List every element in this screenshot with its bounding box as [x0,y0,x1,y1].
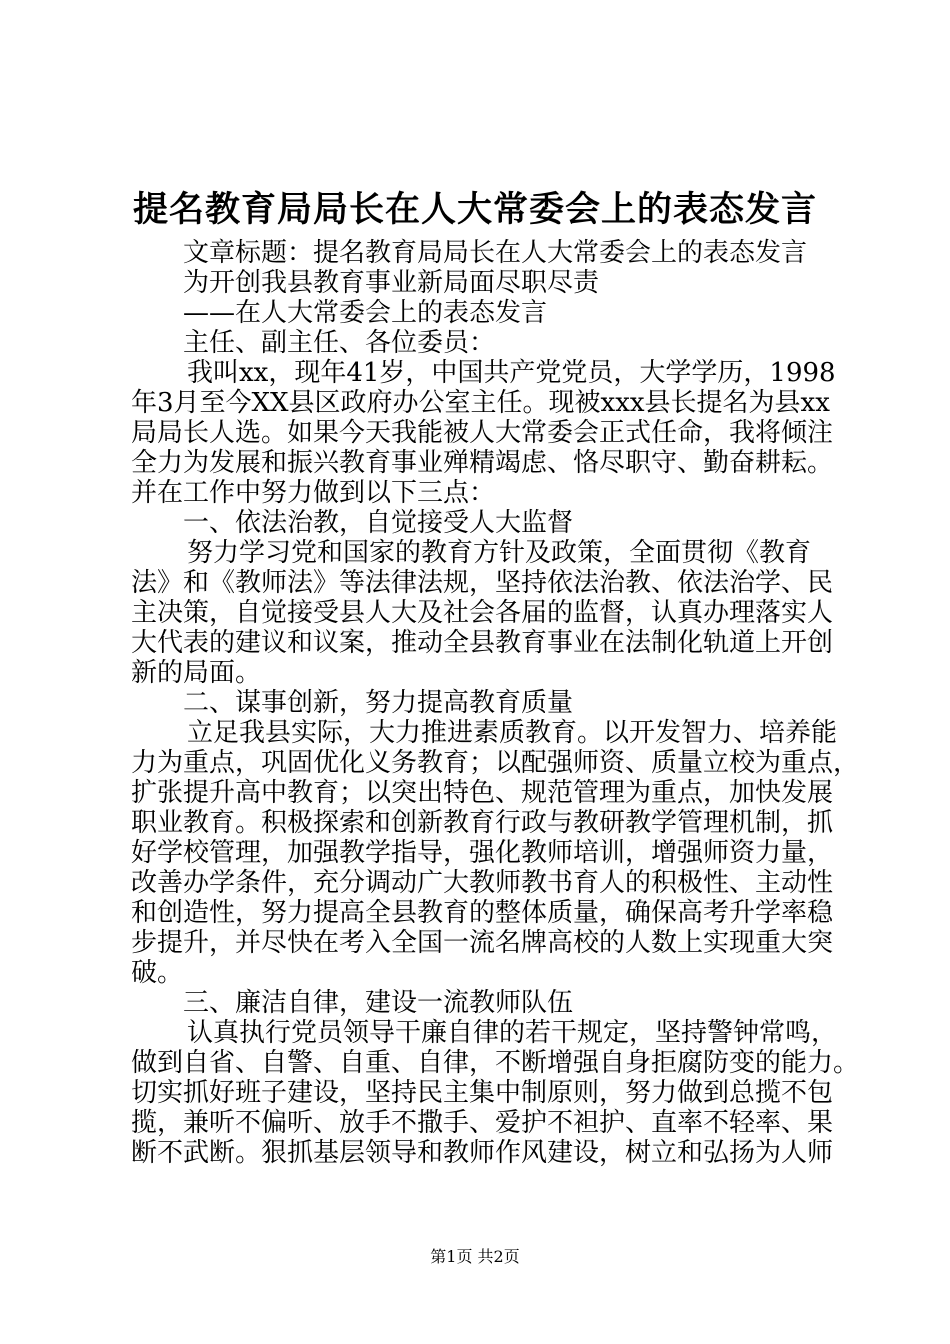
paragraph-line: 扩张提升高中教育；以突出特色、规范管理为重点，加快发展 [131,778,834,808]
paragraph-line: 局局长人选。如果今天我能被人大常委会正式任命，我将倾注 [131,418,834,448]
section-heading-1: 一、依法治教，自觉接受人大监督 [183,508,574,538]
paragraph-line: 认真执行党员领导干廉自律的若干规定，坚持警钟常鸣， [187,1018,838,1048]
paragraph-line: 断不武断。狠抓基层领导和教师作风建设，树立和弘扬为人师 [131,1138,834,1168]
paragraph-line: 新的局面。 [131,658,262,688]
paragraph-line: 主决策，自觉接受县人大及社会各届的监督，认真办理落实人 [131,598,834,628]
speech-subheading: ——在人大常委会上的表态发言 [183,298,548,328]
paragraph-line: 改善办学条件，充分调动广大教师教书育人的积极性、主动性 [131,868,834,898]
article-title-line: 文章标题：提名教育局局长在人大常委会上的表态发言 [183,238,808,268]
paragraph-line: 好学校管理，加强教学指导，强化教师培训，增强师资力量， [131,838,834,868]
paragraph-line: 大代表的建议和议案，推动全县教育事业在法制化轨道上开创 [131,628,834,658]
paragraph-line: 法》和《教师法》等法律法规，坚持依法治教、依法治学、民 [131,568,834,598]
paragraph-line: 全力为发展和振兴教育事业殚精竭虑、恪尽职守、勤奋耕耘。 [131,448,834,478]
document-body [131,238,860,1168]
section-heading-3: 三、廉洁自律，建设一流教师队伍 [183,988,574,1018]
document-title: 提名教育局局长在人大常委会上的表态发言 [132,189,817,230]
paragraph-line: 我叫xx，现年41岁，中国共产党党员，大学学历，1998 [187,358,836,388]
paragraph-line: 破。 [131,958,184,988]
page-number: 第1页 共2页 [430,1247,520,1266]
speech-heading: 为开创我县教育事业新局面尽职尽责 [183,268,600,298]
paragraph-line: 努力学习党和国家的教育方针及政策，全面贯彻《教育 [187,538,812,568]
paragraph-line: 做到自省、自警、自重、自律，不断增强自身拒腐防变的能力。 [131,1048,860,1078]
section-heading-2: 二、谋事创新，努力提高教育质量 [183,688,574,718]
paragraph-line: 年3月至今XX县区政府办公室主任。现被xxx县长提名为县xx [131,388,830,418]
paragraph-line: 力为重点，巩固优化义务教育；以配强师资、质量立校为重点， [131,748,860,778]
paragraph-line: 和创造性，努力提高全县教育的整体质量，确保高考升学率稳 [131,898,834,928]
paragraph-line: 步提升，并尽快在考入全国一流名牌高校的人数上实现重大突 [131,928,834,958]
paragraph-line: 立足我县实际，大力推进素质教育。以开发智力、培养能 [187,718,838,748]
paragraph-line: 并在工作中努力做到以下三点： [131,478,496,508]
page-footer [0,1247,950,1267]
paragraph-line: 职业教育。积极探索和创新教育行政与教研教学管理机制，抓 [131,808,834,838]
paragraph-line: 切实抓好班子建设，坚持民主集中制原则，努力做到总揽不包 [131,1078,834,1108]
paragraph-line: 揽，兼听不偏听、放手不撒手、爱护不袒护、直率不轻率、果 [131,1108,834,1138]
salutation: 主任、副主任、各位委员： [183,328,496,358]
